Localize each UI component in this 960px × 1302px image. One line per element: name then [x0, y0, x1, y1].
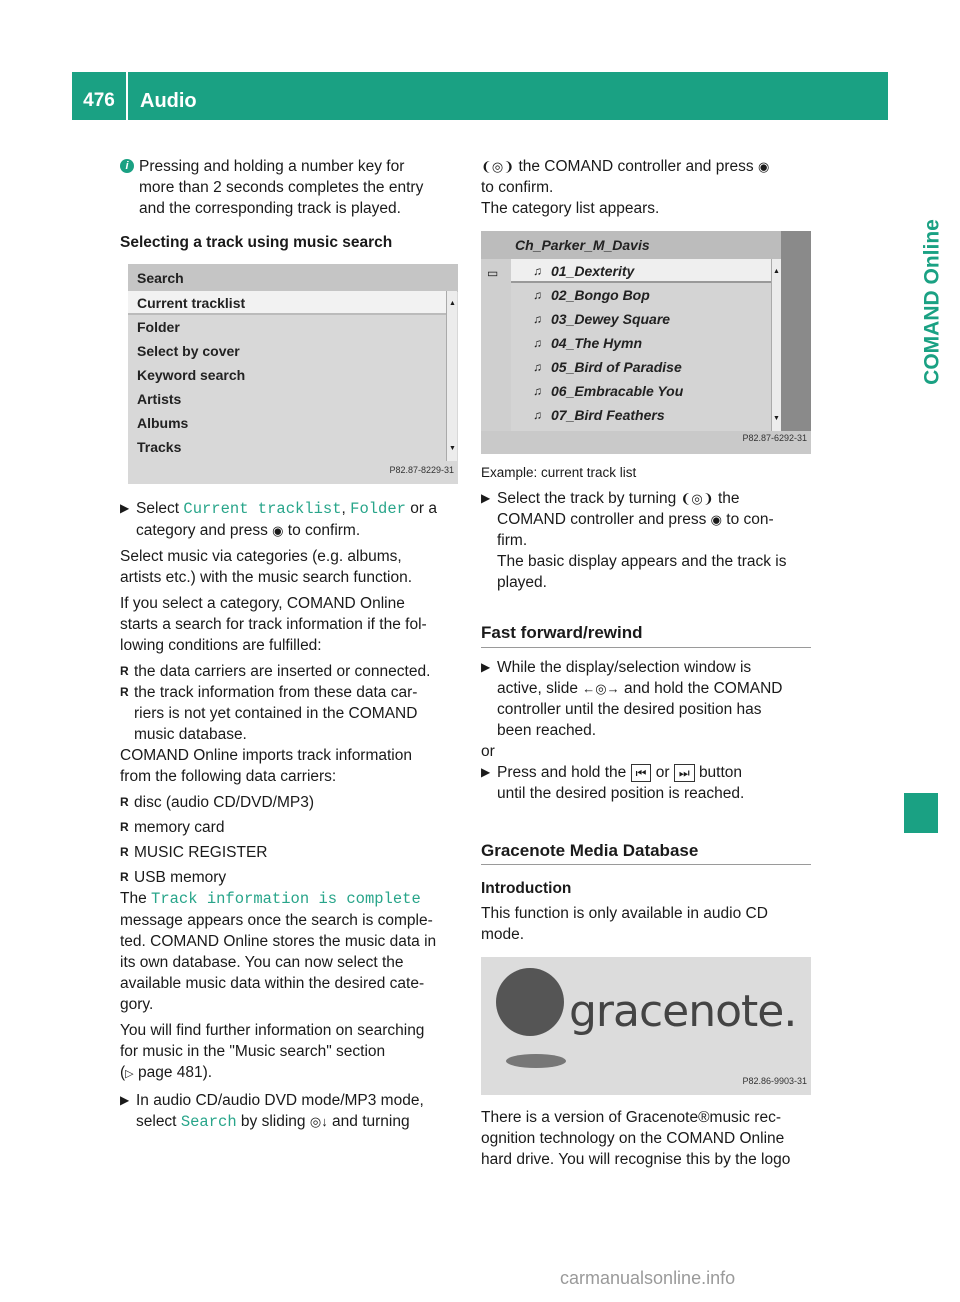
menu-item-keyword-search[interactable]: Keyword search [137, 367, 246, 383]
side-tab [904, 72, 960, 842]
menu-item-select-by-cover[interactable]: Select by cover [137, 343, 240, 359]
step-arrow-icon: ▶ [481, 765, 491, 779]
tracklist-screen [481, 231, 811, 454]
side-panel [781, 231, 811, 431]
track-list [511, 259, 781, 431]
step-arrow-icon: ▶ [481, 491, 491, 505]
track-item[interactable]: ♫ 04_The Hymn [511, 331, 771, 355]
step-arrow-icon: ▶ [120, 1093, 130, 1107]
watermark: carmanualsonline.info [560, 1268, 736, 1288]
figure-code: P82.86-9903-31 [742, 1076, 807, 1086]
music-note-icon: ♫ [533, 360, 542, 374]
gracenote-wordmark: gracenote. [569, 986, 797, 1037]
screen-title: Ch_Parker_M_Davis [481, 231, 781, 259]
turn-controller-icon: ❨◎❩ [680, 491, 714, 506]
step-select-category: ▶ Select Current tracklist, Folder or a [120, 500, 437, 518]
music-note-icon: ♫ [533, 408, 542, 422]
list-item: R the track information from these data car- [120, 684, 418, 701]
introduction-heading: Introduction [481, 880, 572, 897]
gracenote-heading: Gracenote Media Database [481, 841, 699, 860]
music-note-icon: ♫ [533, 336, 542, 350]
skip-forward-icon: ⏭ [674, 764, 695, 782]
track-item[interactable]: ♫ 05_Bird of Paradise [511, 355, 771, 379]
scrollbar[interactable]: ▲ ▼ [771, 259, 781, 431]
track-item[interactable]: ♫ 06_Embracable You [511, 379, 771, 403]
figure-caption: Example: current track list [481, 465, 637, 480]
track-item[interactable]: ♫ 03_Dewey Square [511, 307, 771, 331]
step-select-track: ▶ Select the track by turning ❨◎❩ the [481, 490, 740, 507]
track-item[interactable]: ♫ 02_Bongo Bop [511, 283, 771, 307]
step-arrow-icon: ▶ [120, 501, 130, 515]
track-item[interactable]: ♫ 01_Dexterity [511, 259, 771, 283]
music-note-icon: ♫ [533, 288, 542, 302]
list-item: R memory card [120, 819, 225, 836]
list-item: R disc (audio CD/DVD/MP3) [120, 794, 315, 811]
track-item[interactable]: ♫ 07_Bird Feathers [511, 403, 771, 427]
turn-controller-icon: ❨◎❩ [481, 159, 515, 174]
step-arrow-icon: ▶ [481, 660, 491, 674]
skip-back-icon: ⏮ [631, 764, 652, 782]
section-title: Audio [128, 72, 888, 120]
menu-item-artists[interactable]: Artists [137, 391, 182, 407]
press-controller-icon: ◉ [710, 512, 722, 527]
folder-icon: ▭ [487, 266, 499, 280]
scrollbar[interactable]: ▲ ▼ [446, 291, 457, 461]
figure-code: P82.87-8229-31 [389, 465, 454, 475]
music-search-heading: Selecting a track using music search [120, 234, 393, 251]
page-ref-link[interactable]: page 481). [137, 1064, 213, 1081]
fast-forward-heading: Fast forward/rewind [481, 623, 643, 642]
figure-code: P82.87-6292-31 [742, 433, 807, 443]
side-tab-marker [904, 793, 938, 833]
music-note-icon: ♫ [533, 384, 542, 398]
info-icon: i [120, 159, 134, 173]
slide-down-controller-icon: ◎↓ [309, 1114, 328, 1129]
press-controller-icon: ◉ [757, 159, 770, 174]
menu-item-albums[interactable]: Albums [137, 415, 189, 431]
search-screen [128, 264, 458, 484]
page-number: 476 [72, 72, 126, 120]
slide-left-right-controller-icon: ←◎→ [582, 681, 620, 696]
gracenote-logo-figure [481, 957, 811, 1095]
music-note-icon: ♫ [533, 264, 542, 278]
side-tab-label: COMAND Online [920, 219, 944, 385]
step-press-hold: ▶ Press and hold the ⏮ or ⏭ button [481, 764, 743, 781]
list-item: R MUSIC REGISTER [120, 844, 268, 861]
press-controller-icon: ◉ [272, 523, 284, 538]
menu-item-current-tracklist[interactable]: Current tracklist [128, 291, 446, 315]
step-select-search: ▶ In audio CD/audio DVD mode/MP3 mode, [120, 1092, 424, 1109]
list-item: R USB memory [120, 869, 227, 886]
step-fast-forward: ▶ While the display/selection window is [481, 659, 752, 676]
menu-item-tracks[interactable]: Tracks [137, 439, 182, 455]
divider [481, 864, 811, 865]
list-item: R the data carriers are inserted or connected. [120, 663, 431, 680]
music-note-icon: ♫ [533, 312, 542, 326]
divider [481, 647, 811, 648]
screen-title: Search [128, 264, 458, 292]
page-ref-icon: ▷ [125, 1068, 134, 1080]
info-note: i Pressing and holding a number key for more than 2 seconds completes the entry and the corresponding track is played. [120, 156, 460, 219]
menu-item-folder[interactable]: Folder [137, 319, 180, 335]
